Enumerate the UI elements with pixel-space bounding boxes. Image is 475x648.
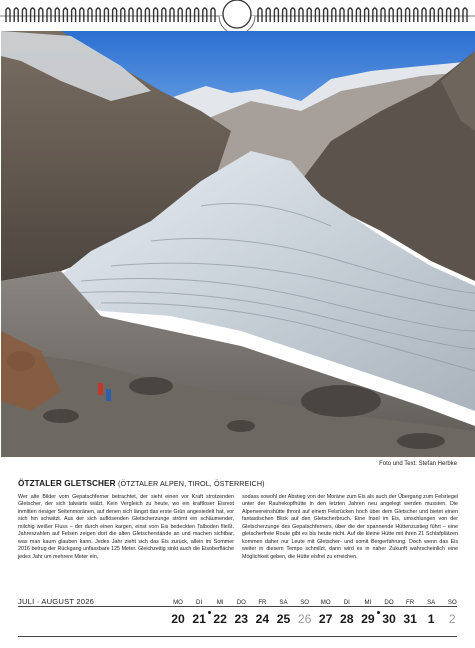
- spiral-loop: [414, 8, 418, 22]
- spiral-loop: [365, 8, 369, 22]
- calendar-weekday: MO: [173, 599, 183, 606]
- article-column-left: Wer alte Bilder vom Gepatschferner betrachtet, der sieht einen vor Kraft strotzenden Gletscher, der sich talwärts wälzt. Kein Vergleich zu heute, wo ein kraftloser Eisrest inmitten riesiger Seitenmoränen, auf denen sich längst das erste Grün angesiedelt hat, vor sich hin schwitzt. Aus der sich auflösenden Gletscherzunge strömt ein schäumender, milchig weißer Fluss – der durch einen kargen, einst vom Eis bedeckten Talboden fließt. Jahreszahlen auf Felsen zeigen dort die alten Gletscherstände an und machen sichtbar, was man kaum glauben kann. Jedes Jahr zieht sich das Eis zurück, allein im Sommer 2016 betrug der Rückgang unfassbare 125 Meter. Gleichzeitig sinkt auch die Eisoberfläche jedes Jahr um mehrere Meter ein,: [18, 494, 234, 560]
- spiral-loop: [397, 8, 401, 22]
- article-title-location: (ÖTZTALER ALPEN, TIROL, ÖSTERREICH): [118, 479, 265, 488]
- calendar-date-number: 25: [276, 612, 291, 626]
- spiral-loop: [203, 8, 207, 22]
- spiral-loop: [381, 8, 385, 22]
- calendar-weekday: MI: [216, 599, 224, 606]
- calendar-date-number: 22: [213, 612, 227, 626]
- spiral-loop: [211, 8, 215, 22]
- spiral-loop: [332, 8, 336, 22]
- calendar-rule-bottom: [18, 636, 457, 637]
- spiral-loop: [447, 8, 451, 22]
- spiral-loop: [137, 8, 141, 22]
- calendar-date-number: 31: [403, 612, 417, 626]
- spiral-loop: [274, 8, 278, 22]
- spiral-loop: [373, 8, 377, 22]
- calendar-weekday: DO: [236, 599, 246, 606]
- spiral-loop: [455, 8, 459, 22]
- spiral-loop: [55, 8, 59, 22]
- calendar-weekday: SO: [447, 599, 457, 606]
- calendar-date: [439, 612, 465, 626]
- spiral-loop: [438, 8, 442, 22]
- spiral-loop: [145, 8, 149, 22]
- spiral-loop: [422, 8, 426, 22]
- spiral-loop: [324, 8, 328, 22]
- calendar-weekday: SA: [279, 599, 288, 606]
- spiral-loop: [31, 8, 35, 22]
- spiral-loop: [72, 8, 76, 22]
- spiral-binding: [0, 0, 475, 34]
- article-title-main: ÖTZTALER GLETSCHER: [18, 479, 116, 488]
- spiral-loop: [47, 8, 51, 22]
- spiral-loop: [315, 8, 319, 22]
- article-title: [18, 479, 265, 488]
- spiral-loop: [88, 8, 92, 22]
- spiral-loop: [307, 8, 311, 22]
- calendar-date-number: 27: [318, 612, 333, 626]
- spiral-loop: [430, 8, 434, 22]
- hiker-red: [98, 383, 103, 395]
- spiral-loop: [266, 8, 270, 22]
- calendar-weekday: MI: [364, 599, 372, 606]
- spiral-loop: [162, 8, 166, 22]
- calendar-weekday: SO: [300, 599, 309, 606]
- calendar-date-number: 29: [361, 612, 375, 626]
- calendar-date-number: 23: [234, 612, 249, 626]
- calendar-weekday: DI: [196, 599, 203, 606]
- calendar-weekday: DO: [384, 599, 394, 606]
- spiral-loop: [6, 8, 10, 22]
- calendar-weekday: FR: [406, 599, 415, 606]
- spiral-loop: [178, 8, 182, 22]
- calendar-date-number: 28: [340, 612, 354, 626]
- spiral-loop: [170, 8, 174, 22]
- calendar-date-number: 24: [255, 612, 270, 626]
- calendar-day: [439, 599, 465, 626]
- calendar-weekday: DI: [343, 599, 350, 606]
- spiral-loop: [96, 8, 100, 22]
- spiral-loop: [283, 8, 287, 22]
- spiral-loop: [22, 8, 26, 22]
- spiral-loop: [14, 8, 18, 22]
- calendar-date-number: 30: [382, 612, 396, 626]
- hiker-blue: [106, 389, 111, 401]
- spiral-loop: [121, 8, 125, 22]
- spiral-loop: [348, 8, 352, 22]
- spiral-loop: [299, 8, 303, 22]
- spiral-loop: [63, 8, 67, 22]
- calendar-weekday: FR: [258, 599, 267, 606]
- spiral-loop: [195, 8, 199, 22]
- spiral-loop: [463, 8, 467, 22]
- spiral-loop: [39, 8, 43, 22]
- spiral-loop: [340, 8, 344, 22]
- spiral-loop: [186, 8, 190, 22]
- spiral-loop: [389, 8, 393, 22]
- spiral-loop: [129, 8, 133, 22]
- spiral-loop: [80, 8, 84, 22]
- calendar-date-number: 20: [171, 612, 185, 626]
- calendar-date-number: 1: [427, 612, 435, 626]
- glacier-photo: [1, 31, 475, 457]
- calendar-date-number: 2: [448, 612, 456, 626]
- spiral-loop: [291, 8, 295, 22]
- spiral-loop: [154, 8, 158, 22]
- spiral-loop: [104, 8, 108, 22]
- spiral-loop: [113, 8, 117, 22]
- article-column-right: sodass sowohl der Abstieg von der Moräne zum Eis als auch der Übergang zum Felsriegel unter der Rauhekopfhütte in den letzten Jahren neu angelegt werden mussten. Die Alpenvereinshütte thront auf einem Felsrücken hoch über dem Gletscher und bietet einen fantastischen Blick auf den Gletscherbruch. Eine Insel im Eis, umschlungen von der Gletscherzunge des Gepatschferners, über die der spannende Hüttenzustieg führt – eine gletscherfreie Route gibt es bis heute nicht. Auf die kleine Hütte mit ihren 21 Schlafplätzen kommen daher nur Leute mit Gletscher- und somit Bergerfahrung. Doch wenn das Eis weiter in diesem Tempo schmilzt, dann wird es in naher Zukunft wahrscheinlich eine Möglichkeit geben, die Hütte eisfrei zu erreichen.: [242, 494, 458, 560]
- calendar-weekday: MO: [320, 599, 331, 606]
- photo-credit: Foto und Text: Stefan Herbke: [379, 461, 457, 467]
- spiral-loop: [406, 8, 410, 22]
- calendar-month-label: JULI · AUGUST 2026: [18, 597, 95, 606]
- calendar-date-number: 26: [297, 612, 312, 626]
- calendar-date-number: 21: [192, 612, 206, 626]
- calendar-days: [0, 599, 475, 639]
- spiral-loop: [258, 8, 262, 22]
- spiral-loop: [356, 8, 360, 22]
- calendar-weekday: SA: [427, 599, 436, 606]
- hanger-ring: [223, 0, 251, 28]
